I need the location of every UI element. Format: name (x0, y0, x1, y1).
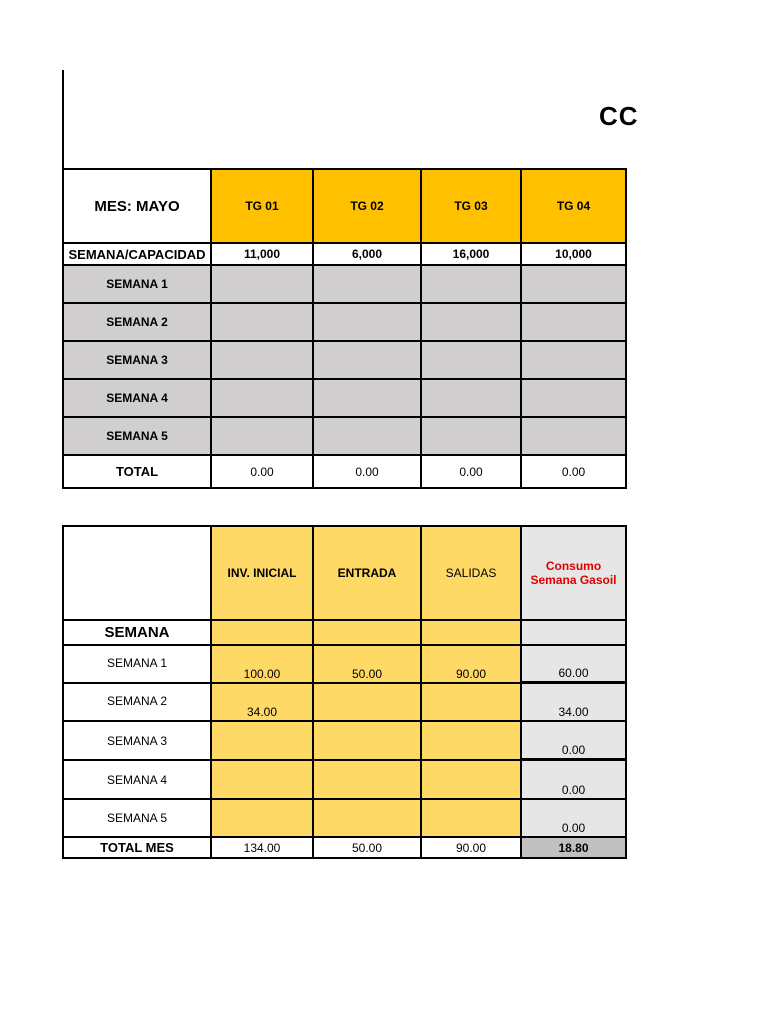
capacity-value: 16,000 (420, 242, 522, 266)
week-label: SEMANA 1 (62, 644, 212, 684)
table-cell[interactable] (210, 264, 314, 304)
capacity-value: 10,000 (520, 242, 627, 266)
salidas-header: SALIDAS (420, 525, 522, 621)
table-cell[interactable] (210, 416, 314, 456)
total-salidas: 90.00 (420, 836, 522, 859)
entrada-cell[interactable]: 50.00 (312, 644, 422, 684)
corner-cell (62, 525, 212, 621)
total-value: 0.00 (420, 454, 522, 489)
salidas-cell[interactable] (420, 682, 522, 722)
tank-header-2: TG 02 (312, 168, 422, 244)
inv-inicial-cell[interactable] (210, 720, 314, 761)
consumo-cell: 0.00 (520, 720, 627, 761)
table-cell[interactable] (210, 378, 314, 418)
table-cell[interactable] (312, 378, 422, 418)
table-cell[interactable] (520, 264, 627, 304)
consumo-cell: 0.00 (520, 759, 627, 800)
consumo-cell: 34.00 (520, 682, 627, 722)
inv-inicial-cell[interactable] (210, 798, 314, 838)
entrada-cell[interactable] (312, 798, 422, 838)
salidas-cell[interactable]: 90.00 (420, 644, 522, 684)
week-label: SEMANA 2 (62, 302, 212, 342)
table-cell[interactable] (420, 378, 522, 418)
inv-inicial-cell[interactable]: 100.00 (210, 644, 314, 684)
consumo-header: Consumo Semana Gasoil (520, 525, 627, 621)
table-cell[interactable] (210, 302, 314, 342)
capacity-label: SEMANA/CAPACIDAD (62, 242, 212, 266)
week-label: SEMANA 4 (62, 759, 212, 800)
total-value: 0.00 (210, 454, 314, 489)
week-label: SEMANA 3 (62, 340, 212, 380)
consumo-cell: 60.00 (520, 644, 627, 684)
page-title: CC (599, 101, 639, 131)
entrada-cell[interactable] (312, 759, 422, 800)
week-label: SEMANA 1 (62, 264, 212, 304)
inv-inicial-cell[interactable]: 34.00 (210, 682, 314, 722)
total-value: 0.00 (312, 454, 422, 489)
salidas-cell[interactable] (420, 798, 522, 838)
total-consumo: 18.80 (520, 836, 627, 859)
inv-inicial-cell[interactable] (210, 759, 314, 800)
left-border-line (62, 70, 64, 170)
table-cell[interactable] (312, 340, 422, 380)
table-cell (520, 619, 627, 646)
table-cell[interactable] (420, 264, 522, 304)
table-cell[interactable] (520, 302, 627, 342)
table-cell[interactable] (210, 619, 314, 646)
entrada-cell[interactable] (312, 720, 422, 761)
salidas-cell[interactable] (420, 720, 522, 761)
tank-header-3: TG 03 (420, 168, 522, 244)
total-entrada: 50.00 (312, 836, 422, 859)
week-label: SEMANA 3 (62, 720, 212, 761)
total-inv-inicial: 134.00 (210, 836, 314, 859)
table-cell[interactable] (520, 340, 627, 380)
month-label: MES: MAYO (62, 168, 212, 244)
table-cell[interactable] (520, 416, 627, 456)
table-cell[interactable] (420, 340, 522, 380)
table-cell[interactable] (420, 416, 522, 456)
week-label: SEMANA 2 (62, 682, 212, 722)
table-cell[interactable] (312, 302, 422, 342)
capacity-value: 6,000 (312, 242, 422, 266)
tank-header-1: TG 01 (210, 168, 314, 244)
table-cell[interactable] (312, 264, 422, 304)
total-label: TOTAL (62, 454, 212, 489)
consumo-cell: 0.00 (520, 798, 627, 838)
tank-header-4: TG 04 (520, 168, 627, 244)
table-cell[interactable] (312, 619, 422, 646)
salidas-cell[interactable] (420, 759, 522, 800)
inv-inicial-header: INV. INICIAL (210, 525, 314, 621)
total-value: 0.00 (520, 454, 627, 489)
total-mes-label: TOTAL MES (62, 836, 212, 859)
table-cell[interactable] (210, 340, 314, 380)
week-label: SEMANA 4 (62, 378, 212, 418)
semana-label: SEMANA (62, 619, 212, 646)
table-cell[interactable] (420, 302, 522, 342)
week-label: SEMANA 5 (62, 416, 212, 456)
table-cell[interactable] (420, 619, 522, 646)
table-cell[interactable] (520, 378, 627, 418)
entrada-header: ENTRADA (312, 525, 422, 621)
entrada-cell[interactable] (312, 682, 422, 722)
table-cell[interactable] (312, 416, 422, 456)
week-label: SEMANA 5 (62, 798, 212, 838)
capacity-value: 11,000 (210, 242, 314, 266)
